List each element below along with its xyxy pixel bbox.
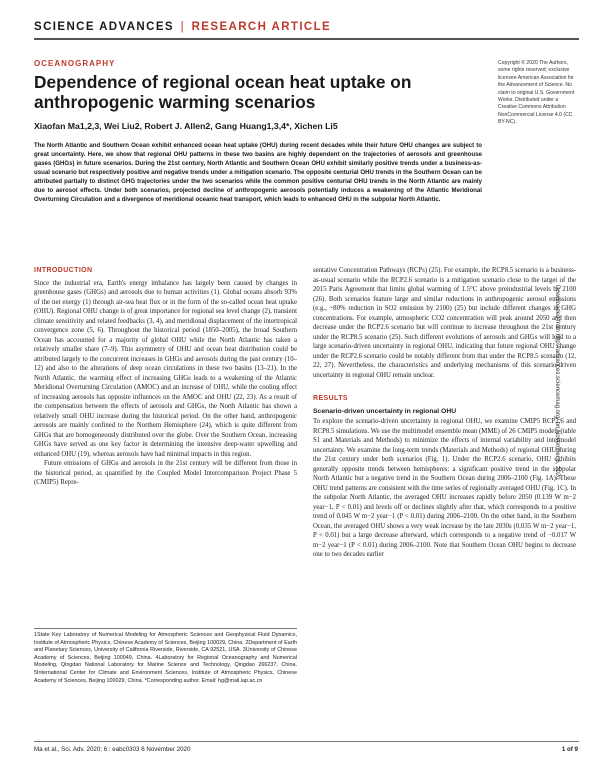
footer-rule: [34, 741, 579, 742]
results-subheading: Scenario-driven uncertainty in regional OHU: [313, 407, 457, 415]
author-list: Xiaofan Ma1,2,3, Wei Liu2, Robert J. Allen2, Gang Huang1,3,4*, Xichen Li5: [34, 121, 338, 131]
introduction-heading: INTRODUCTION: [34, 267, 93, 274]
results-paragraph-1: To explore the scenario-driven uncertainty in regional OHU, we examine CMIP5 RCP2.6 and RCP8.5 simulations. We use the multimodel ensemble mean (MME) of 26 CMIP5 models (table S1 and Materials and Methods) to minimize the effects of internal variability and intermodel uncertainty. We examine the long-term trends (Materials and Methods) of regional OHU during the 21st century under both scenarios (Fig. 1). Under the RCP2.6 scenario, OHU exhibits generally opposite trends between hemispheres: a significant positive trend in the subpolar North Atlantic but a negative trend in the Southern Ocean during 2006–2100 (Fig. 1A). These OHU trend patterns are consistent with the time series of regionally averaged OHU (Fig. 1C). In the subpolar North Atlantic, the averaged OHU increases rapidly before 2050 (0.139 W m−2 year−1, P < 0.01) and levels off or declines slightly after that, which corresponds to a positive trend of 0.045 W m−2 year−1 (P < 0.01) during 2006–2100. On the other hand, in the Southern Ocean, the averaged OHU shows a very weak increase by the late 2030s (0.035 W m−2 year−1, P < 0.01) but a large decrease afterward, which corresponds to a negative trend of −0.017 W m−2 year−1 (P < 0.01) during 2006–2100. Note that Southern Ocean OHU begins to decrease one to two decades earlier: [313, 418, 576, 558]
header-rule: [34, 38, 579, 40]
section-gap: [313, 380, 576, 394]
journal-name: SCIENCE ADVANCES: [34, 21, 174, 33]
results-heading: RESULTS: [313, 395, 348, 402]
right-column: [313, 266, 576, 732]
affiliations: 1State Key Laboratory of Numerical Modeling for Atmospheric Sciences and Geophysical Fluid Dynamics, Institute of Atmospheric Physics, Chinese Academy of Sciences, Beijing 100029, China. 2Department of Earth and Planetary Sciences, University of California Riverside, Riverside, CA 92521, USA. 3University of Chinese Academy of Sciences, Beijing 100049, China. 4Laboratory for Regional Oceanography and Numerical Modeling, Qingdao National Laboratory for Marine Science and Technology, Qingdao 266237, China. 5International Center for Climate and Environment Sciences, Institute of Atmospheric Physics, Chinese Academy of Sciences, Beijing 100029, China. *Corresponding author. Email: hg@mail.iap.ac.cn: [34, 632, 297, 684]
section-label: OCEANOGRAPHY: [34, 59, 116, 68]
abstract: The North Atlantic and Southern Ocean exhibit enhanced ocean heat uptake (OHU) during recent decades while their future OHU changes are subject to great uncertainty. Here, we show that regional OHU patterns in these two basins are highly dependent on the trajectories of aerosols and greenhouse gases (GHGs) in future scenarios. During the 21st century, North Atlantic and Southern Ocean OHU exhibit similarly positive trends under a business-as-usual scenario but respectively positive and negative trends under a mitigation scenario. The opposite centurial OHU trends in the Southern Ocean can be attributed partially to distinct GHG trajectories under the two scenarios while the common positive centurial OHU trends in the North Atlantic are mainly due to aerosol effects. Under both scenarios, projected decline of anthropogenic aerosols potentially induces a weakening of the Atlantic Meridional Overturning Circulation and a divergence of meridional oceanic heat transport, which leads to enhanced OHU in the subpolar North Atlantic.: [34, 142, 482, 203]
left-column: [34, 266, 297, 622]
download-note: [548, 285, 560, 525]
journal-header: [34, 21, 331, 33]
article-title: Dependence of regional ocean heat uptake on anthropogenic warming scenarios: [34, 72, 412, 112]
introduction-paragraph-1: Since the industrial era, Earth's energy imbalance has largely been caused by changes in greenhouse gases (GHGs) and aerosols due to human activities (1). Global oceans absorb 93% of the net energy (1) through air-sea heat flux or in the form of the so-called ocean heat uptake (OHU). Regional OHU change is of great importance for regional sea level change (2), transient climate sensitivity and related feedbacks (3, 4), and meridional displacement of the intertropical convergence zone (5, 6). Throughout the historical period (1850–2005), the broad Southern Ocean has accounted for a majority of global OHU while the North Atlantic has taken a relatively smaller share (7–9). This asymmetry of OHU and ocean heat distribution could be attributed largely to the concurrent increases in GHGs and aerosols during the past century (10–12) and also to the alterations of deep ocean circulations in these two basins (13–21). In the North Atlantic, the warming effect of increasing GHGs leads to a weakening of the Atlantic Meridional Overturning Circulation (AMOC) and an increase of OHU, while the cooling effect of increasing aerosols has opposite influences on the AMOC and OHU (22, 23). As a result of the compensation between the effects of aerosols and GHGs, the North Atlantic has shown a relatively small OHU increase during the historical period. On the other hand, anthropogenic aerosols are mainly confined to the Northern Hemisphere (24), which is quite different from GHGs that are homogeneously distributed over the globe. Over the Southern Ocean, increasing GHGs have served as one key factor in determining the intensive deep-water upwelling and enhanced OHU (19), whereas aerosols have had minimal impacts in this region.: [34, 279, 297, 458]
affiliations-rule: [34, 628, 297, 629]
introduction-paragraph-2: Future emissions of GHGs and aerosols in the 21st century will be different from those in the historical period, as quantified by the Coupled Model Intercomparison Project Phase 5 (CMIP5) Repre-: [34, 460, 297, 486]
copyright-notice: Copyright © 2020 The Authors, some rights reserved; exclusive licensee American Association for the Advancement of Science. No claim to original U.S. Government Works. Distributed under a Creative Commons Attribution NonCommercial License 4.0 (CC BY-NC).: [498, 60, 575, 126]
footer-citation: Ma et al., Sci. Adv. 2020; 6 : eabc0303 6 November 2020: [34, 746, 191, 753]
header-separator: |: [180, 21, 185, 33]
introduction-continued: sentative Concentration Pathways (RCPs) (25). For example, the RCP8.5 scenario is a business-as-usual scenario while the RCP2.6 scenario is a mitigation scenario close to the target of the 2015 Paris Agreement that limits global warming of 1.5°C above preindustrial levels by 2100 (26). Both scenarios feature large and similar reductions in anthropogenic aerosol emissions (e.g., ~80% reduction in SO2 emission by 2100) (25) but include different changes in GHG concentrations. For example, atmospheric CO2 concentration will peak around 2050 and then decrease under the RCP2.6 scenario but will continue to increase throughout the 21st century under the RCP8.5 scenario (25). Such different evolutions of aerosols and GHGs will lead to a large scenario-driven uncertainty in regional OHU, indicating that future regional OHU change under the RCP2.6 scenario could be notably different from that under the RCP8.5 scenario (12, 22, 27). Nevertheless, the characteristics and underlying mechanisms of this scenario-driven uncertainty in regional OHU remain unclear.: [313, 267, 576, 379]
article-type: RESEARCH ARTICLE: [191, 21, 332, 33]
page-number: 1 of 9: [561, 746, 578, 753]
download-note-text: Downloaded from http://advances.sciencemag.org/ on November 6, 2020: [554, 285, 560, 480]
